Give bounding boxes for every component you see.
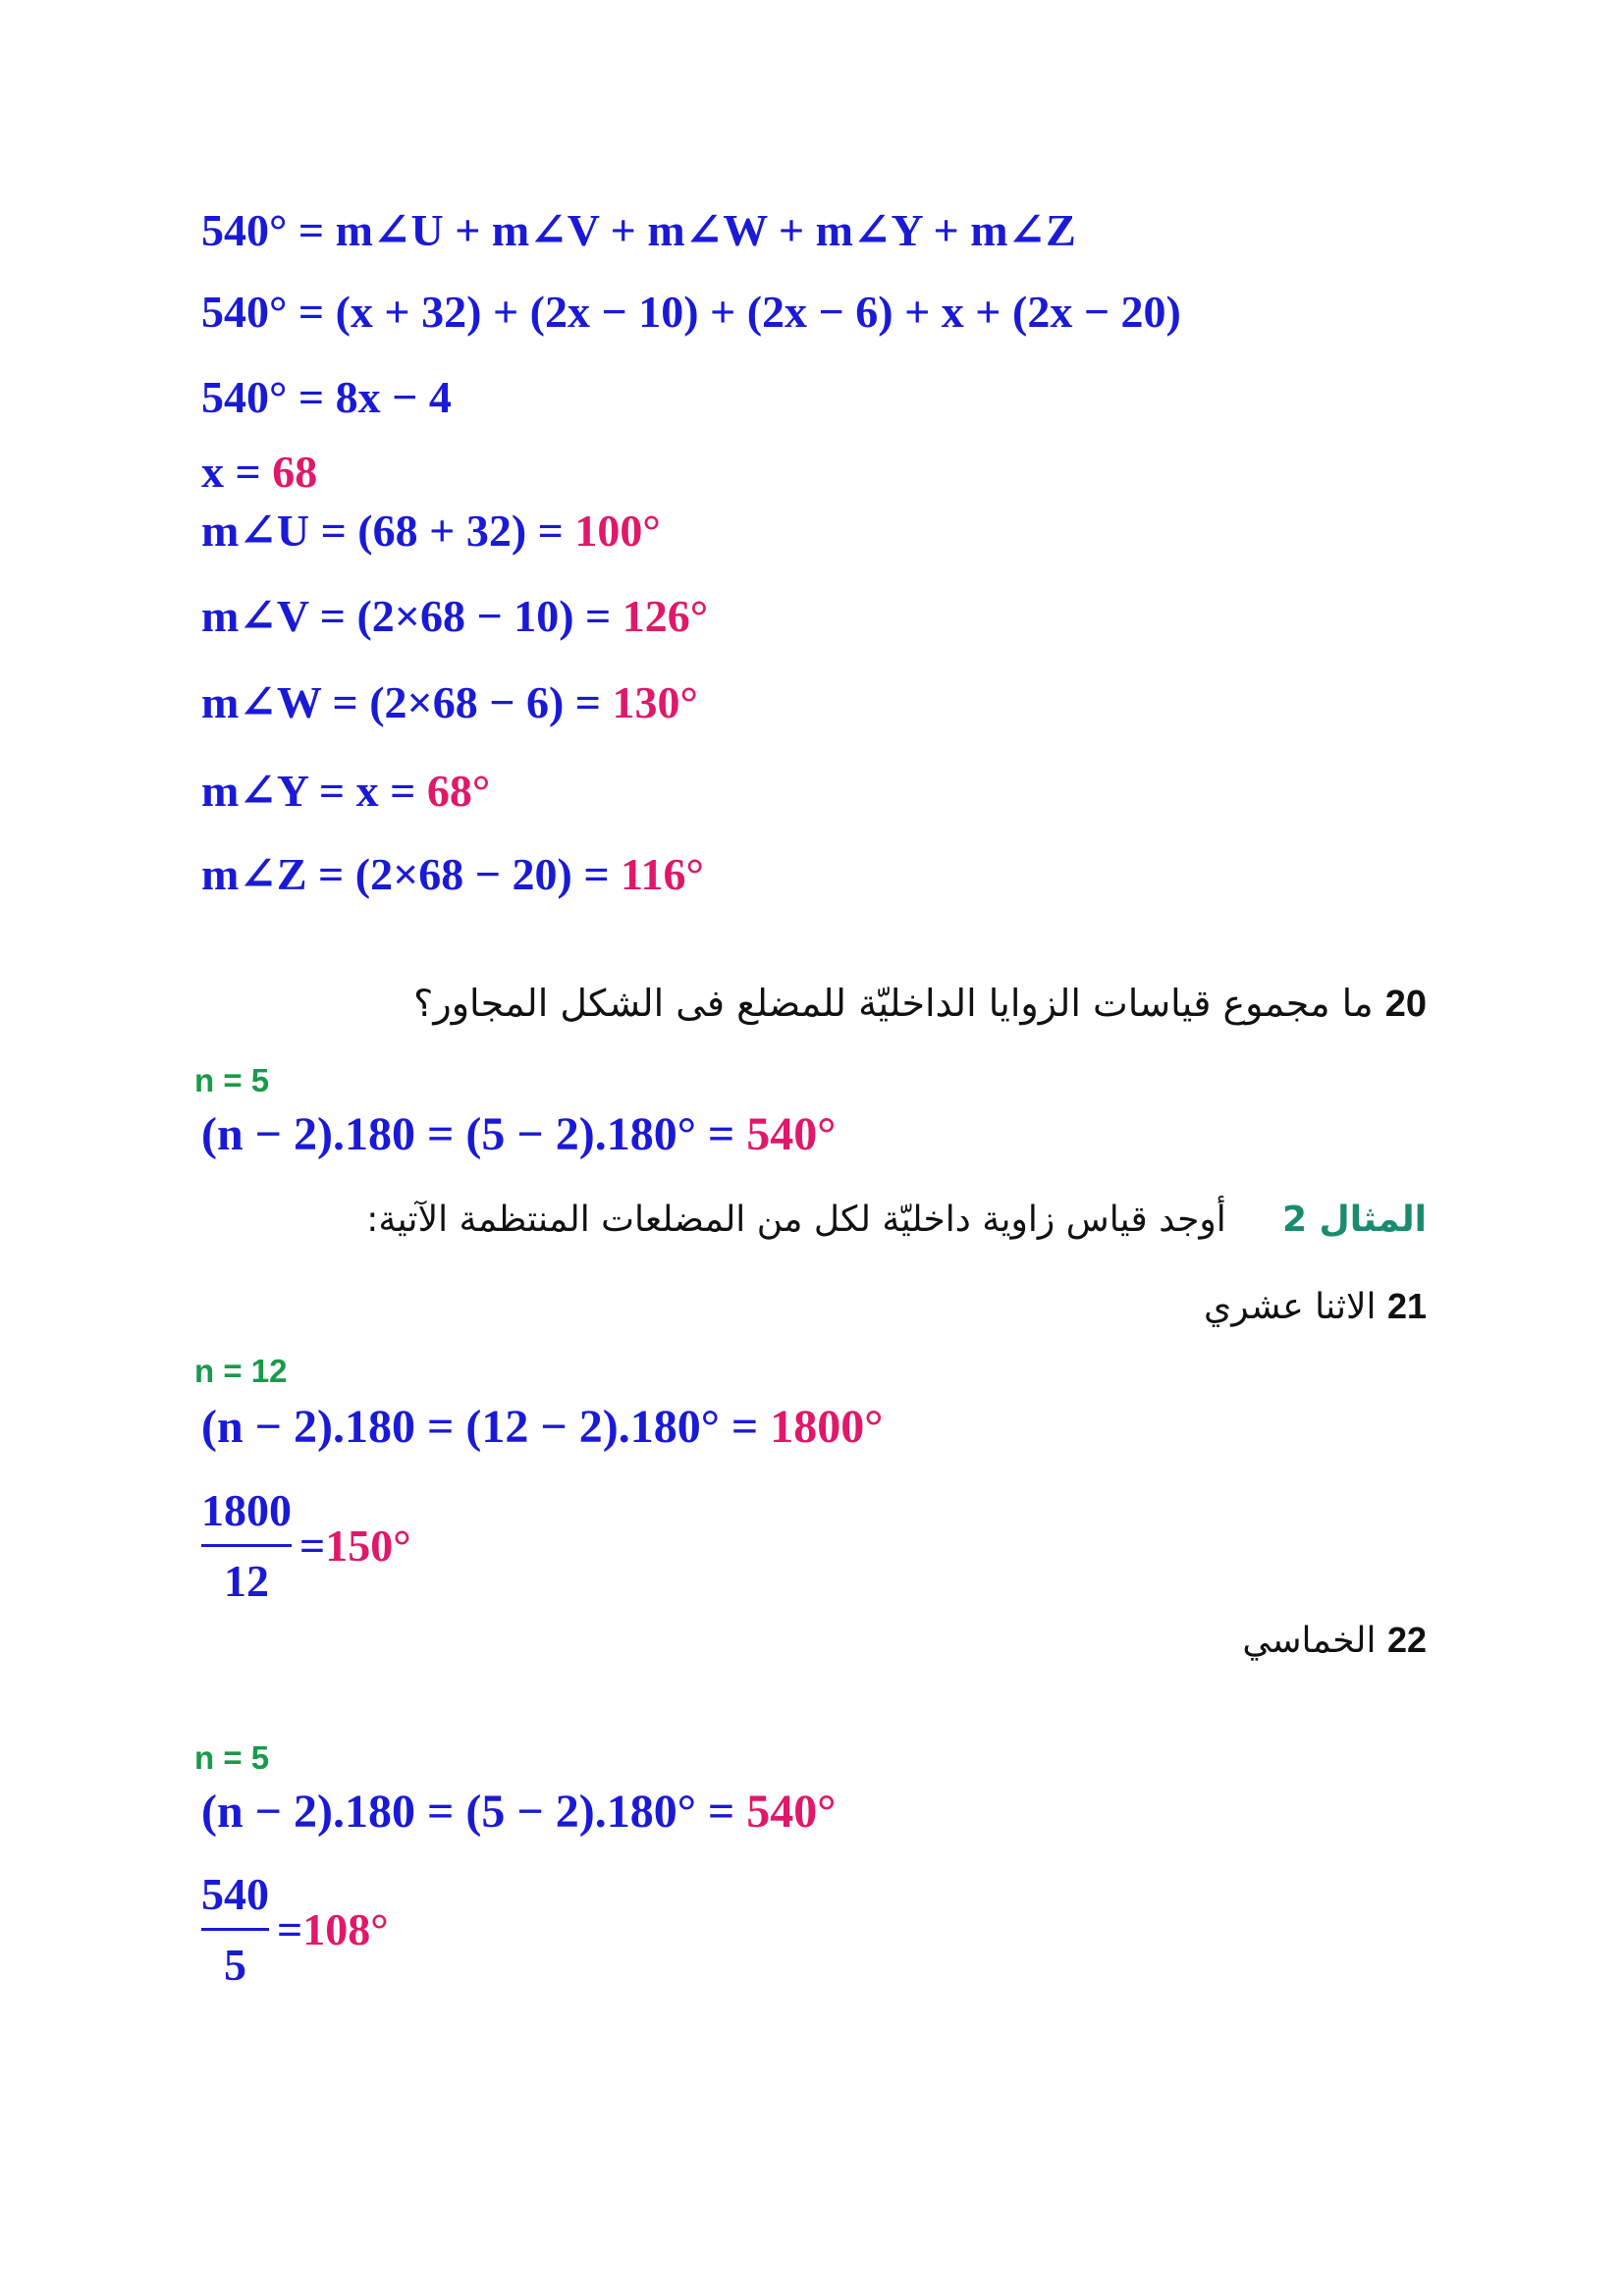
sol22-formula-line	[201, 1786, 837, 1838]
x-value: 68	[272, 447, 318, 497]
angle-v-line	[201, 591, 709, 641]
angle-w-value: 130°	[612, 677, 698, 727]
question-21-number: 21	[1386, 1286, 1427, 1326]
eq3-lhs: 540°	[201, 372, 288, 422]
sol21-numerator: 1800	[201, 1485, 292, 1535]
sol21-n: n = 12	[194, 1353, 288, 1389]
sol21-fraction: 1800 12 =150°	[201, 1485, 411, 1606]
example-2-label: المثال 2	[1281, 1200, 1427, 1240]
sol21-formula: (n − 2).180 = (12 − 2).180° =	[201, 1401, 759, 1453]
sol21-formula-line	[201, 1401, 884, 1453]
equation-x-value	[201, 447, 318, 497]
question-20-number: 20	[1384, 984, 1427, 1025]
sol20-result: 540°	[746, 1108, 837, 1160]
sol22-denominator: 5	[224, 1940, 246, 1990]
angle-z-line	[201, 849, 704, 899]
angle-w-line	[201, 677, 698, 727]
sol22-fraction: 540 5 =108°	[201, 1869, 389, 1990]
eq3-rhs: = 8x − 4	[298, 372, 452, 422]
eq2-rhs: = (x + 32) + (2x − 10) + (2x − 6) + x + (2x − 20)	[298, 287, 1181, 337]
sol21-denominator: 12	[224, 1556, 269, 1606]
question-22-number: 22	[1386, 1620, 1427, 1660]
sol21-answer: 150°	[325, 1521, 411, 1571]
eq1-lhs: 540°	[201, 205, 288, 255]
sol22-formula: (n − 2).180 = (5 − 2).180° =	[201, 1786, 735, 1838]
sol22-numerator: 540	[201, 1869, 269, 1919]
question-22-text: الخماسي	[1242, 1621, 1377, 1661]
angle-z-expr: m∠Z = (2×68 − 20) =	[201, 849, 610, 899]
equation-substitution	[201, 287, 1181, 337]
fraction-bar	[201, 1928, 269, 1931]
question-21	[1204, 1286, 1427, 1327]
question-22	[1242, 1620, 1427, 1661]
sol22-answer: 108°	[302, 1904, 389, 1954]
x-label: x =	[201, 447, 261, 497]
angle-w-expr: m∠W = (2×68 − 6) =	[201, 677, 602, 727]
angle-v-value: 126°	[622, 591, 709, 641]
angle-y-expr: m∠Y = x =	[201, 766, 416, 816]
sol22-n: n = 5	[194, 1739, 270, 1776]
sol20-formula: (n − 2).180 = (5 − 2).180° =	[201, 1108, 735, 1160]
fraction-bar	[201, 1544, 292, 1547]
example-2-header	[366, 1200, 1427, 1240]
angle-y-line	[201, 766, 491, 816]
sol20-n: n = 5	[194, 1062, 270, 1098]
eq1-rhs: = m∠U + m∠V + m∠W + m∠Y + m∠Z	[298, 205, 1076, 255]
sol22-result: 540°	[746, 1786, 837, 1838]
angle-v-expr: m∠V = (2×68 − 10) =	[201, 591, 612, 641]
angle-u-line	[201, 508, 661, 554]
sol20-formula-line	[201, 1108, 837, 1160]
question-20	[413, 982, 1427, 1026]
eq2-lhs: 540°	[201, 287, 288, 337]
angle-y-value: 68°	[426, 766, 491, 816]
angle-u-value: 100°	[574, 506, 661, 556]
example-2-text: أوجد قياس زاوية داخليّة لكل من المضلعات المنتظمة الآتية:	[366, 1200, 1226, 1240]
angle-z-value: 116°	[621, 849, 704, 899]
question-20-text: ما مجموع قياسات الزوايا الداخليّة للمضلع فى الشكل المجاور؟	[413, 982, 1374, 1025]
sol21-result: 1800°	[770, 1401, 884, 1453]
question-21-text: الاثنا عشري	[1204, 1287, 1377, 1327]
angle-u-expr: m∠U = (68 + 32) =	[201, 506, 564, 556]
equation-simplified	[201, 372, 452, 422]
equation-sum-angles	[201, 205, 1076, 255]
